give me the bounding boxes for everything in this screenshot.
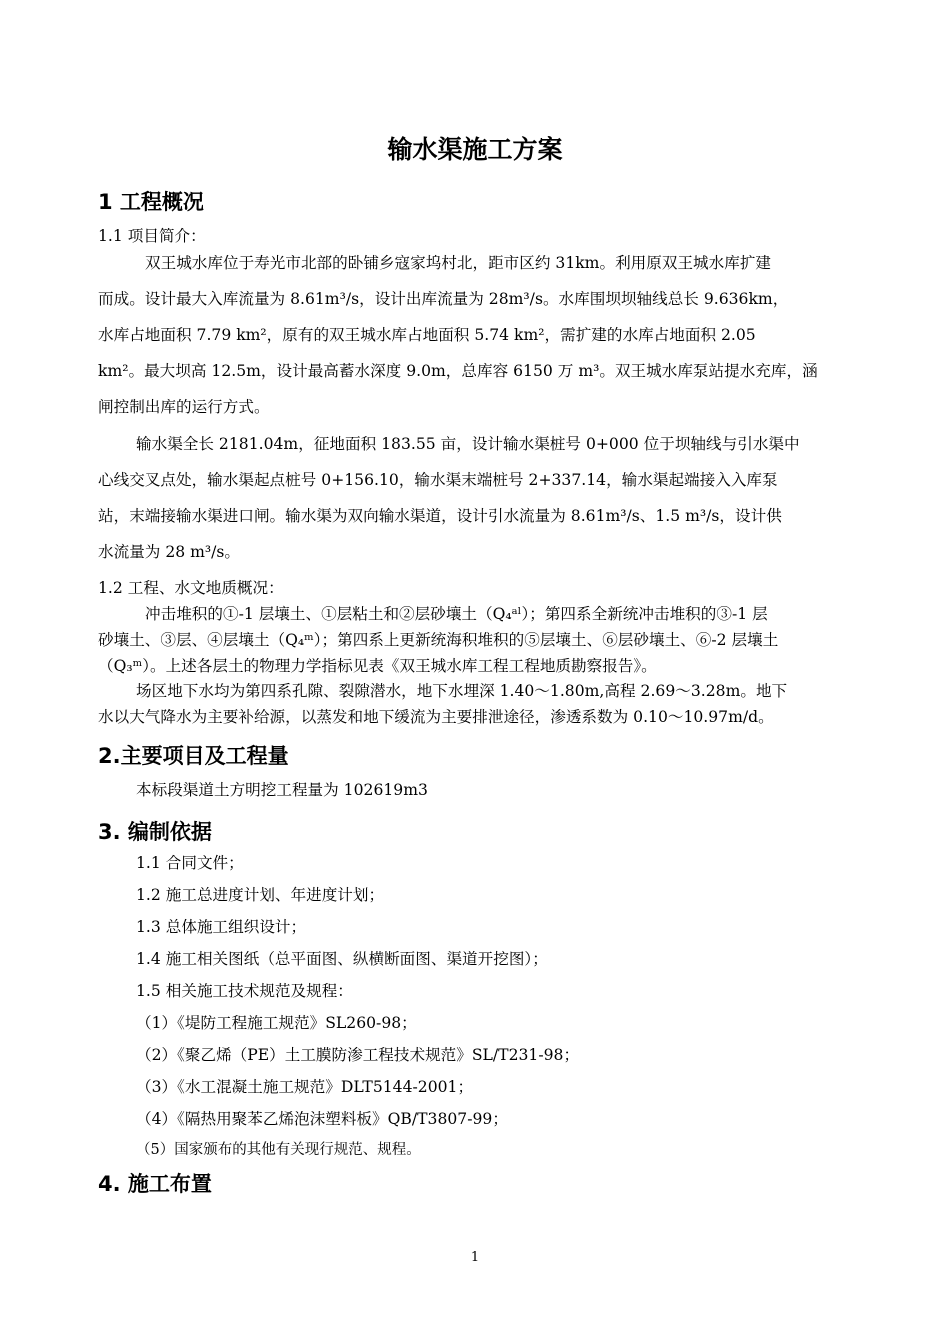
list-item: 1.2 施工总进度计划、年进度计划； xyxy=(136,886,385,904)
list-item: （1）《堤防工程施工规范》SL260-98； xyxy=(136,1014,417,1032)
section-1-heading: 1 工程概况 xyxy=(98,190,204,214)
paragraph-line: 站，末端接输水渠进口闸。输水渠为双向输水渠道，设计引水流量为 8.61m³/s、1.5 m³/s，设计供 xyxy=(98,507,782,525)
section-2-heading: 2.主要项目及工程量 xyxy=(98,744,289,768)
paragraph-line: 水以大气降水为主要补给源，以蒸发和地下缓流为主要排泄途径，渗透系数为 0.10～10.97m/d。 xyxy=(98,708,774,726)
section-4-heading: 4. 施工布置 xyxy=(98,1172,212,1196)
paragraph-line: 水流量为 28 m³/s。 xyxy=(98,543,241,561)
paragraph-line: （Q₃ᵐ）。上述各层土的物理力学指标见表《双王城水库工程工程地质勘察报告》。 xyxy=(98,657,657,675)
list-item: （3）《水工混凝土施工规范》DLT5144-2001； xyxy=(136,1078,474,1096)
section-3-heading: 3. 编制依据 xyxy=(98,820,212,844)
paragraph-line: 冲击堆积的①-1 层壤土、①层粘土和②层砂壤土（Q₄ᵃˡ）；第四系全新统冲击堆积的③-1 层 xyxy=(145,605,768,623)
list-item: （4）《隔热用聚苯乙烯泡沫塑料板》QB/T3807-99； xyxy=(136,1110,508,1128)
subsection-1-1-heading: 1.1 项目简介： xyxy=(98,227,206,245)
paragraph-line: 双王城水库位于寿光市北部的卧铺乡寇家坞村北，距市区约 31km。利用原双王城水库扩建 xyxy=(145,254,772,272)
list-item: 1.5 相关施工技术规范及规程： xyxy=(136,982,353,1000)
list-item: （5）国家颁布的其他有关现行规范、规程。 xyxy=(136,1142,421,1158)
paragraph-line: 心线交叉点处，输水渠起点桩号 0+156.10，输水渠末端桩号 2+337.14，输水渠起端接入入库泵 xyxy=(98,471,778,489)
list-item: （2）《聚乙烯（PE）土工膜防渗工程技术规范》SL/T231-98； xyxy=(136,1046,580,1064)
paragraph-line: 砂壤土、③层、④层壤土（Q₄ᵐ）；第四系上更新统海积堆积的⑤层壤土、⑥层砂壤土、⑥-2 层壤土 xyxy=(98,631,779,649)
subsection-1-2-heading: 1.2 工程、水文地质概况： xyxy=(98,579,284,597)
list-item: 1.4 施工相关图纸（总平面图、纵横断面图、渠道开挖图）； xyxy=(136,950,548,968)
paragraph-line: 输水渠全长 2181.04m，征地面积 183.55 亩，设计输水渠桩号 0+000 位于坝轴线与引水渠中 xyxy=(136,435,800,453)
paragraph-line: 场区地下水均为第四系孔隙、裂隙潜水，地下水埋深 1.40～1.80m,高程 2.69～3.28m。地下 xyxy=(136,682,788,700)
list-item: 1.3 总体施工组织设计； xyxy=(136,918,307,936)
paragraph-line: 水库占地面积 7.79 km²，原有的双王城水库占地面积 5.74 km²，需扩建的水库占地面积 2.05 xyxy=(98,326,756,344)
document-title: 输水渠施工方案 xyxy=(387,135,563,164)
paragraph-line: km²。最大坝高 12.5m，设计最高蓄水深度 9.0m，总库容 6150 万 m³。双王城水库泵站提水充库，涵 xyxy=(98,362,818,380)
paragraph-line: 本标段渠道土方明挖工程量为 102619m3 xyxy=(136,781,428,799)
paragraph-line: 闸控制出库的运行方式。 xyxy=(98,398,270,416)
list-item: 1.1 合同文件； xyxy=(136,854,244,872)
paragraph-line: 而成。设计最大入库流量为 8.61m³/s，设计出库流量为 28m³/s。水库围坝坝轴线总长 9.636km， xyxy=(98,290,789,308)
page-number: 1 xyxy=(470,1250,480,1265)
